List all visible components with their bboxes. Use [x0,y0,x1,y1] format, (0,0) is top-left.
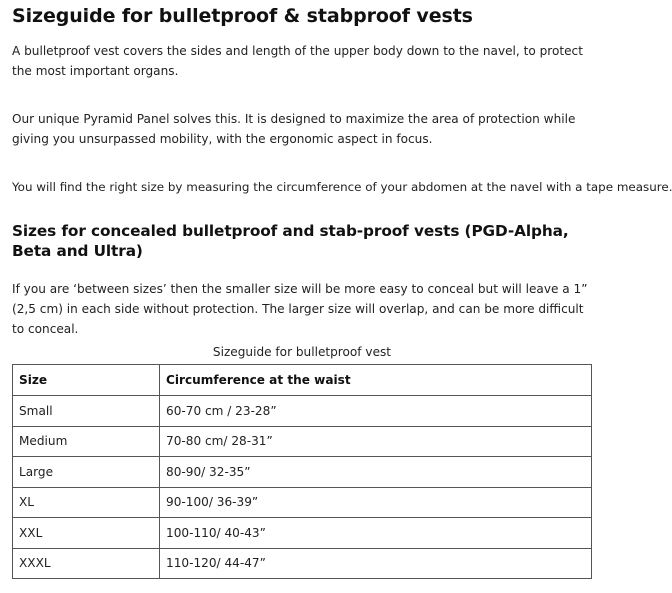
circumference-cell: 60-70 cm / 23-28” [160,396,592,427]
table-row [13,518,592,549]
table-caption: Sizeguide for bulletproof vest [212,345,392,359]
column-header-size: Size [13,365,160,396]
size-cell: XXL [13,518,160,549]
table-row [13,457,592,488]
intro-paragraph: A bulletproof vest covers the sides and length of the upper body down to the navel, to protect the most important organs. [12,44,583,78]
page-title: Sizeguide for bulletproof & stabproof vests [12,5,473,27]
pyramid-panel-paragraph: Our unique Pyramid Panel solves this. It is designed to maximize the area of protection while giving you unsurpassed mobility, with the ergonomic aspect in focus. [12,112,576,146]
table-row [13,396,592,427]
table-row [13,548,592,579]
between-sizes-paragraph: If you are ‘between sizes’ then the smaller size will be more easy to conceal but will leave a 1” (2,5 cm) in each side without protection. The larger size will overlap, and can be more difficult to conceal. [12,282,588,336]
size-cell: Medium [13,426,160,457]
size-cell: XL [13,487,160,518]
table-row [13,487,592,518]
circumference-cell: 110-120/ 44-47” [160,548,592,579]
size-cell: Small [13,396,160,427]
size-cell: XXXL [13,548,160,579]
section-heading: Sizes for concealed bulletproof and stab-proof vests (PGD-Alpha, Beta and Ultra) [12,222,569,260]
table-header-row [13,365,592,396]
table-row [13,426,592,457]
circumference-cell: 80-90/ 32-35” [160,457,592,488]
measuring-paragraph: You will find the right size by measuring the circumference of your abdomen at the navel with a tape measure. [12,180,672,194]
circumference-cell: 90-100/ 36-39” [160,487,592,518]
size-cell: Large [13,457,160,488]
circumference-cell: 100-110/ 40-43” [160,518,592,549]
column-header-circumference: Circumference at the waist [160,365,592,396]
article [12,0,672,571]
size-table [12,364,592,579]
circumference-cell: 70-80 cm/ 28-31” [160,426,592,457]
